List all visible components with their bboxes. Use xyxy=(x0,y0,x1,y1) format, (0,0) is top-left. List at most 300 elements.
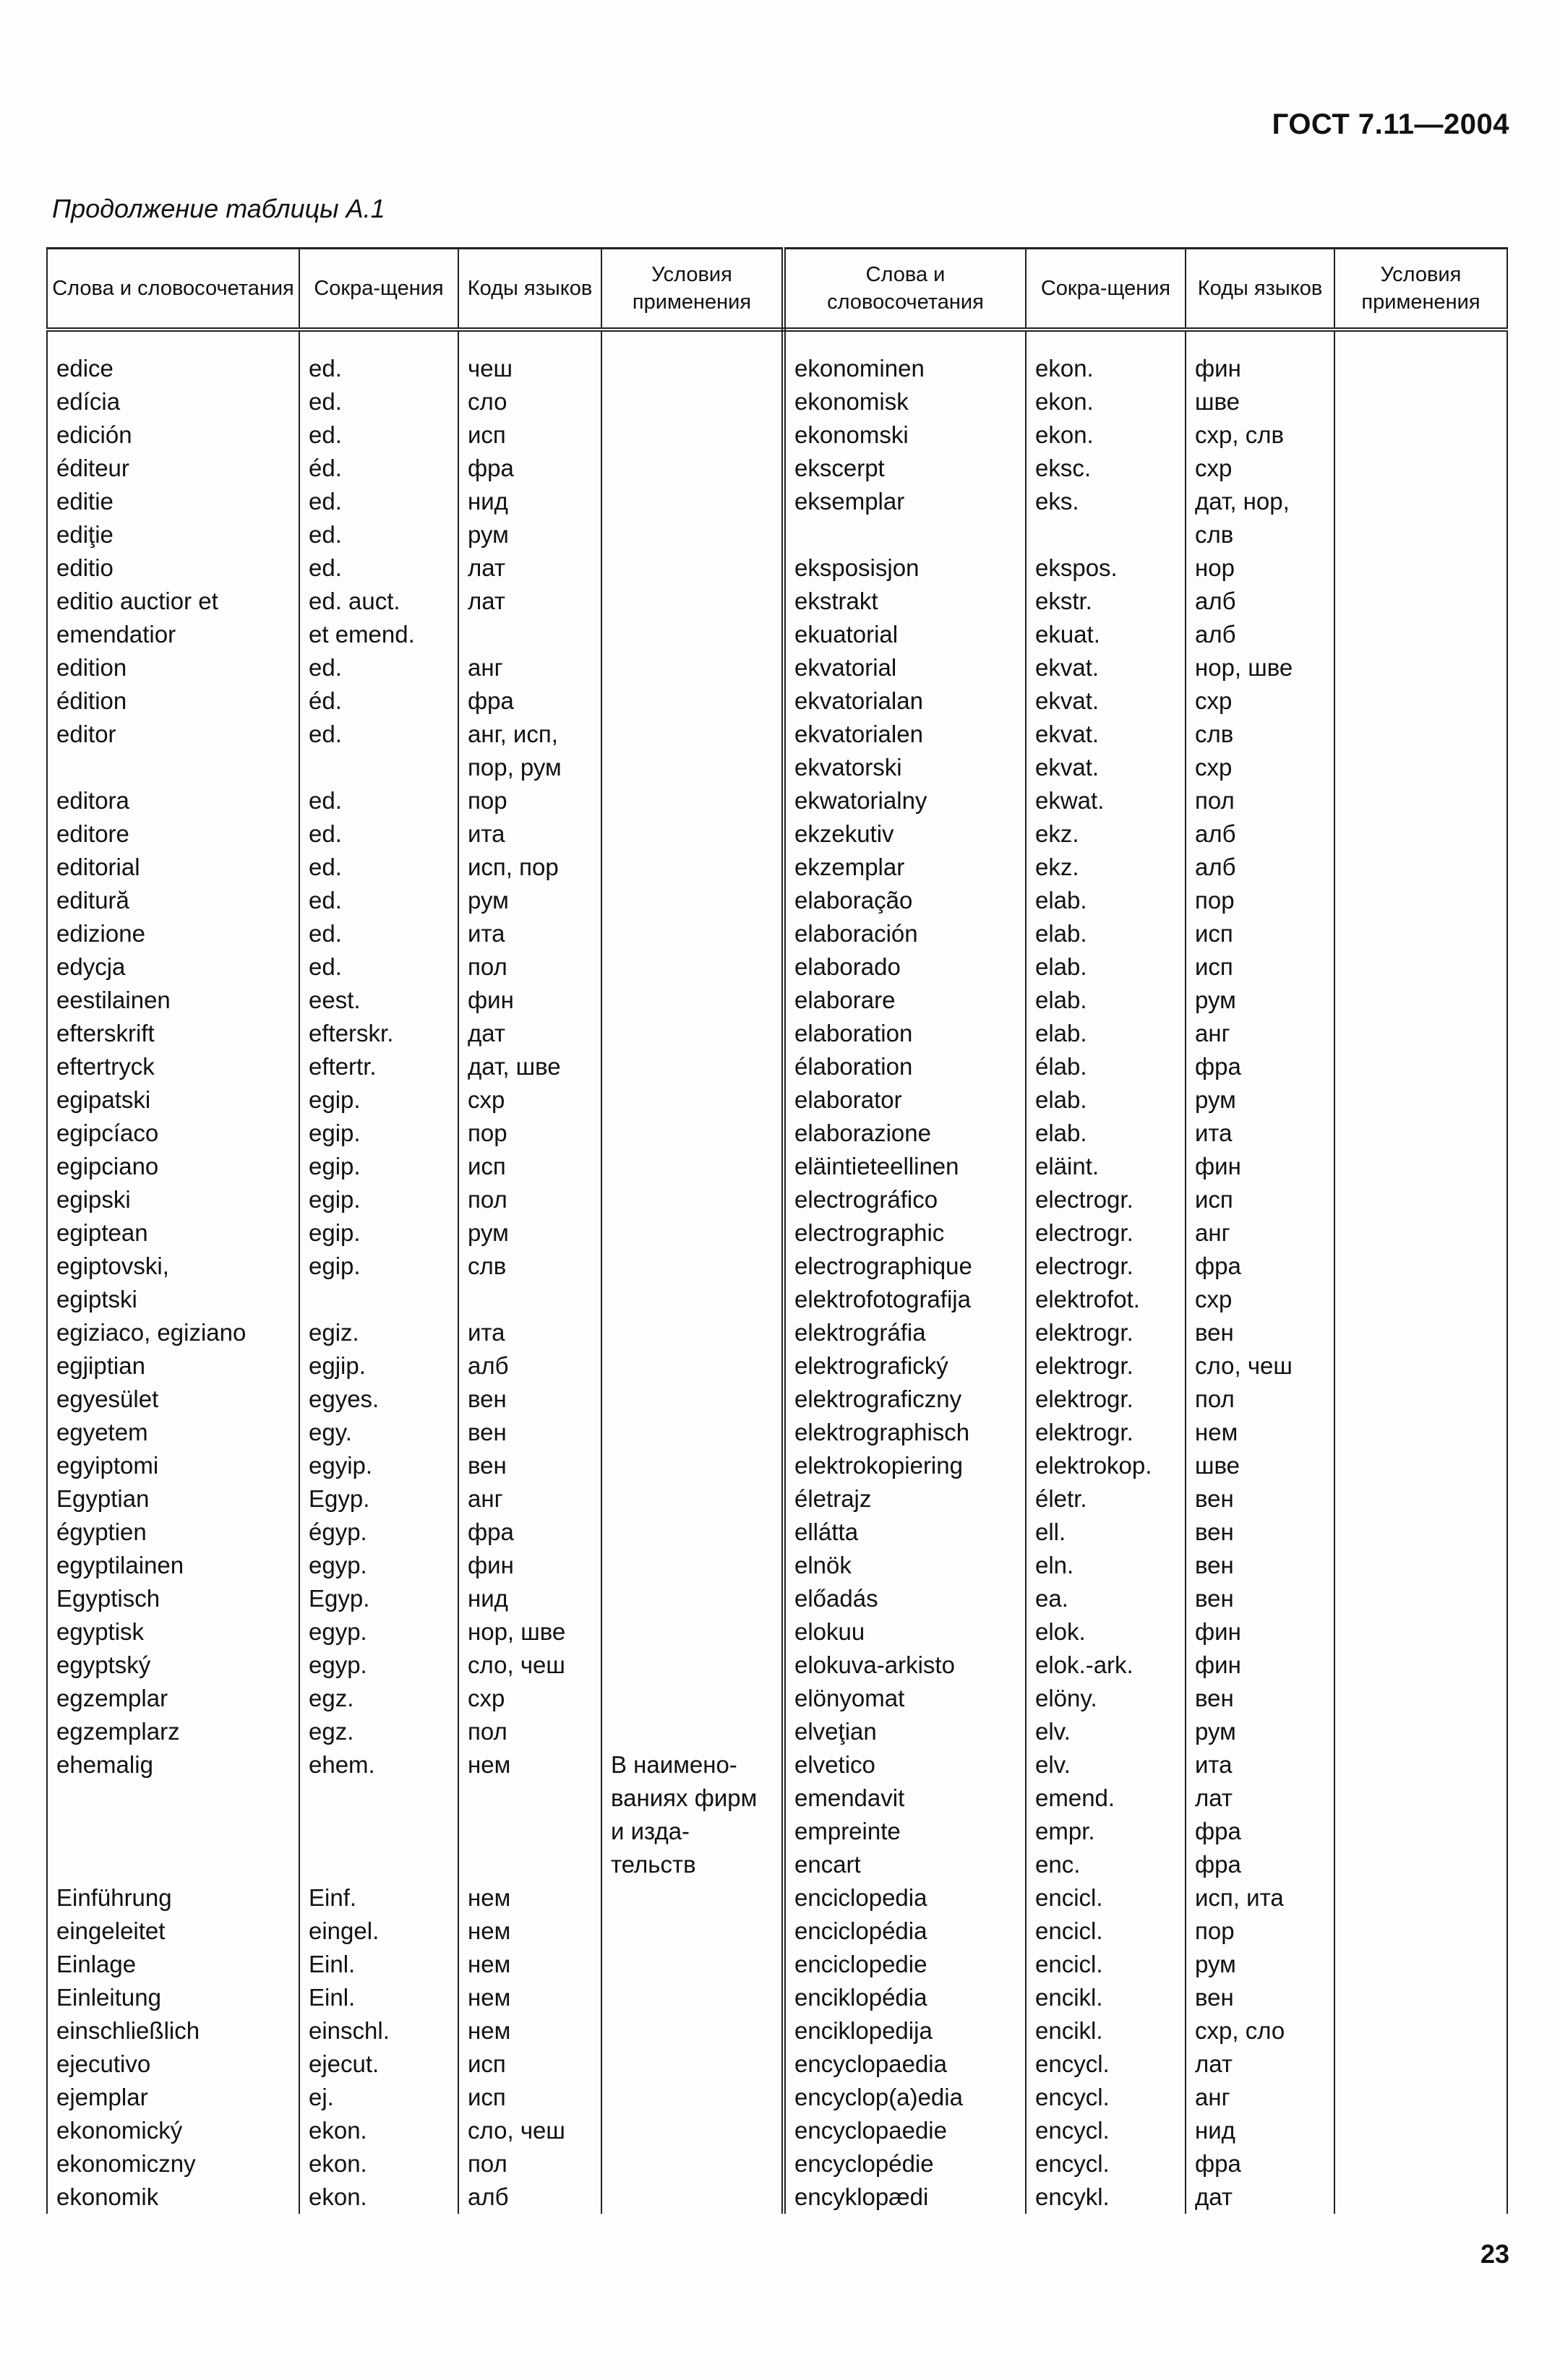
cell-abbr-left: egyp. xyxy=(299,1649,458,1682)
cell-word-right: encart xyxy=(784,1848,1026,1881)
cell-word-left: egzemplar xyxy=(47,1682,299,1715)
cell-lang-codes-left: исп xyxy=(458,2081,601,2114)
cell-lang-codes-right: фин xyxy=(1186,1615,1334,1649)
cell-word-right: encyclopaedie xyxy=(784,2114,1026,2147)
cell-word-left: editură xyxy=(47,884,299,917)
table-row xyxy=(47,2048,1507,2081)
cell-conditions-right xyxy=(1334,2147,1507,2181)
cell-abbr-left: ed. xyxy=(299,485,458,518)
table-row xyxy=(47,418,1507,452)
cell-abbr-left: einschl. xyxy=(299,2014,458,2048)
cell-conditions-right xyxy=(1334,1383,1507,1416)
cell-lang-codes-right: анг xyxy=(1186,2081,1334,2114)
cell-abbr-right: eläint. xyxy=(1026,1150,1186,1183)
cell-word-right: enciclopédia xyxy=(784,1915,1026,1948)
cell-word-left: efterskrift xyxy=(47,1017,299,1050)
cell-abbr-right: elok.-ark. xyxy=(1026,1649,1186,1682)
cell-lang-codes-left: нем xyxy=(458,1948,601,1981)
cell-abbr-right: eksc. xyxy=(1026,452,1186,485)
cell-abbr-right: encycl. xyxy=(1026,2114,1186,2147)
table-row xyxy=(47,518,1507,551)
cell-abbr-left xyxy=(299,1782,458,1815)
cell-conditions-right xyxy=(1334,984,1507,1017)
cell-conditions-right xyxy=(1334,1183,1507,1216)
cell-lang-codes-right: вен xyxy=(1186,1981,1334,2014)
cell-word-right: ekonomisk xyxy=(784,385,1026,418)
table-row xyxy=(47,851,1507,884)
cell-lang-codes-left: нид xyxy=(458,485,601,518)
cell-lang-codes-left: чеш xyxy=(458,352,601,385)
cell-abbr-left xyxy=(299,1848,458,1881)
cell-word-left: edycja xyxy=(47,950,299,984)
cell-conditions-left xyxy=(601,1948,784,1981)
cell-lang-codes-left xyxy=(458,1848,601,1881)
cell-conditions-right xyxy=(1334,518,1507,551)
cell-word-right: ekstrakt xyxy=(784,585,1026,618)
cell-conditions-right xyxy=(1334,1150,1507,1183)
cell-conditions-left xyxy=(601,1316,784,1349)
cell-abbr-right: ekz. xyxy=(1026,851,1186,884)
cell-word-left: editio auctior et xyxy=(47,585,299,618)
cell-word-left: editora xyxy=(47,784,299,817)
table-row xyxy=(47,1981,1507,2014)
cell-conditions-right xyxy=(1334,452,1507,485)
cell-word-right: ekzekutiv xyxy=(784,817,1026,851)
cell-word-right: élaboration xyxy=(784,1050,1026,1083)
table-row xyxy=(47,1316,1507,1349)
cell-lang-codes-left: нид xyxy=(458,1582,601,1615)
table-row xyxy=(47,618,1507,651)
cell-lang-codes-left: лат xyxy=(458,551,601,585)
table-row xyxy=(47,1549,1507,1582)
cell-conditions-left xyxy=(601,851,784,884)
cell-lang-codes-left: нем xyxy=(458,2014,601,2048)
cell-lang-codes-left xyxy=(458,618,601,651)
cell-word-left xyxy=(47,1848,299,1881)
cell-word-right: eksposisjon xyxy=(784,551,1026,585)
table-row xyxy=(47,1482,1507,1516)
cell-word-right: ekzemplar xyxy=(784,851,1026,884)
cell-word-left: ejecutivo xyxy=(47,2048,299,2081)
header-abbr-right: Сокра-щения xyxy=(1026,249,1186,330)
cell-word-right: electrographic xyxy=(784,1216,1026,1250)
cell-lang-codes-left xyxy=(458,1815,601,1848)
cell-abbr-right: eks. xyxy=(1026,485,1186,518)
cell-lang-codes-right: пор xyxy=(1186,1915,1334,1948)
table-row xyxy=(47,385,1507,418)
cell-lang-codes-right: алб xyxy=(1186,817,1334,851)
cell-word-left: eestilainen xyxy=(47,984,299,1017)
header-abbr-left: Сокра-щения xyxy=(299,249,458,330)
cell-word-left: egipcíaco xyxy=(47,1117,299,1150)
cell-lang-codes-left: пол xyxy=(458,950,601,984)
cell-conditions-left xyxy=(601,585,784,618)
cell-word-right: eksemplar xyxy=(784,485,1026,518)
cell-conditions-right xyxy=(1334,1283,1507,1316)
cell-lang-codes-left: фра xyxy=(458,1516,601,1549)
cell-lang-codes-right: нор, шве xyxy=(1186,651,1334,684)
cell-word-right: elaboración xyxy=(784,917,1026,950)
cell-conditions-left xyxy=(601,551,784,585)
cell-abbr-left: egjip. xyxy=(299,1349,458,1383)
table-row xyxy=(47,1516,1507,1549)
cell-abbr-left: egz. xyxy=(299,1715,458,1748)
cell-abbr-right: electrogr. xyxy=(1026,1216,1186,1250)
cell-conditions-left xyxy=(601,2147,784,2181)
cell-word-right: elektrographisch xyxy=(784,1416,1026,1449)
cell-lang-codes-right: нид xyxy=(1186,2114,1334,2147)
cell-conditions-right xyxy=(1334,1848,1507,1881)
cell-word-left: égyptien xyxy=(47,1516,299,1549)
cell-lang-codes-right: схр xyxy=(1186,684,1334,718)
cell-abbr-right: encikl. xyxy=(1026,2014,1186,2048)
cell-word-left xyxy=(47,1815,299,1848)
table-row xyxy=(47,1183,1507,1216)
cell-abbr-right: elektrogr. xyxy=(1026,1383,1186,1416)
cell-word-right: enciklopédia xyxy=(784,1981,1026,2014)
cell-abbr-right: ekstr. xyxy=(1026,585,1186,618)
cell-word-left: Egyptian xyxy=(47,1482,299,1516)
cell-lang-codes-left: пор, рум xyxy=(458,751,601,784)
cell-abbr-right: ekspos. xyxy=(1026,551,1186,585)
cell-word-right: előadás xyxy=(784,1582,1026,1615)
table-row xyxy=(47,1117,1507,1150)
cell-lang-codes-left: исп, пор xyxy=(458,851,601,884)
cell-word-left: Einlage xyxy=(47,1948,299,1981)
table-row xyxy=(47,1216,1507,1250)
cell-conditions-left xyxy=(601,651,784,684)
table-row xyxy=(47,751,1507,784)
cell-conditions-right xyxy=(1334,1349,1507,1383)
cell-conditions-right xyxy=(1334,917,1507,950)
cell-abbr-right: ell. xyxy=(1026,1516,1186,1549)
cell-word-right: elaboration xyxy=(784,1017,1026,1050)
cell-word-right: ekscerpt xyxy=(784,452,1026,485)
cell-lang-codes-left: анг, исп, xyxy=(458,718,601,751)
cell-abbr-right: ekon. xyxy=(1026,352,1186,385)
cell-abbr-right: ekvat. xyxy=(1026,651,1186,684)
table-row xyxy=(47,950,1507,984)
cell-word-left: edición xyxy=(47,418,299,452)
cell-lang-codes-left: вен xyxy=(458,1449,601,1482)
cell-lang-codes-right: анг xyxy=(1186,1017,1334,1050)
cell-conditions-right xyxy=(1334,784,1507,817)
cell-word-right: ekvatorski xyxy=(784,751,1026,784)
table-row xyxy=(47,984,1507,1017)
cell-word-right xyxy=(784,518,1026,551)
cell-word-right: elaborazione xyxy=(784,1117,1026,1150)
cell-conditions-right xyxy=(1334,2081,1507,2114)
cell-abbr-left: Einl. xyxy=(299,1981,458,2014)
cell-lang-codes-left: пол xyxy=(458,1183,601,1216)
table-row xyxy=(47,1848,1507,1881)
cell-word-left: ehemalig xyxy=(47,1748,299,1782)
cell-conditions-left xyxy=(601,2181,784,2214)
cell-lang-codes-right: рум xyxy=(1186,1715,1334,1748)
cell-word-left: editio xyxy=(47,551,299,585)
cell-lang-codes-left: пор xyxy=(458,784,601,817)
cell-conditions-left: и изда- xyxy=(601,1815,784,1848)
cell-word-left: eingeleitet xyxy=(47,1915,299,1948)
cell-word-left: egiptski xyxy=(47,1283,299,1316)
cell-abbr-right: elöny. xyxy=(1026,1682,1186,1715)
cell-lang-codes-left: нем xyxy=(458,1915,601,1948)
cell-conditions-right xyxy=(1334,1782,1507,1815)
cell-lang-codes-right: вен xyxy=(1186,1682,1334,1715)
cell-abbr-left: egyes. xyxy=(299,1383,458,1416)
cell-abbr-right: ekwat. xyxy=(1026,784,1186,817)
cell-conditions-left xyxy=(601,1915,784,1948)
cell-word-left: edice xyxy=(47,352,299,385)
table-row xyxy=(47,1881,1507,1915)
cell-lang-codes-left: нем xyxy=(458,1881,601,1915)
cell-lang-codes-left: вен xyxy=(458,1383,601,1416)
cell-word-right: encyklopædi xyxy=(784,2181,1026,2214)
cell-word-right: enciclopedia xyxy=(784,1881,1026,1915)
cell-abbr-left: egip. xyxy=(299,1083,458,1117)
cell-abbr-left: egip. xyxy=(299,1183,458,1216)
cell-conditions-right xyxy=(1334,1416,1507,1449)
cell-conditions-right xyxy=(1334,1715,1507,1748)
cell-lang-codes-left: пор xyxy=(458,1117,601,1150)
cell-word-left: Egyptisch xyxy=(47,1582,299,1615)
cell-abbr-left: egiz. xyxy=(299,1316,458,1349)
cell-lang-codes-left: лат xyxy=(458,585,601,618)
cell-conditions-right xyxy=(1334,1748,1507,1782)
cell-word-left: ejemplar xyxy=(47,2081,299,2114)
cell-conditions-right xyxy=(1334,1881,1507,1915)
table-row xyxy=(47,884,1507,917)
cell-conditions-left xyxy=(601,1549,784,1582)
cell-conditions-right xyxy=(1334,1649,1507,1682)
header-conditions-left: Условия применения xyxy=(601,249,784,330)
cell-abbr-right: encicl. xyxy=(1026,1915,1186,1948)
table-row xyxy=(47,352,1507,385)
cell-word-right: ekuatorial xyxy=(784,618,1026,651)
cell-word-left: egyptisk xyxy=(47,1615,299,1649)
cell-abbr-left: egyp. xyxy=(299,1615,458,1649)
cell-conditions-left xyxy=(601,1183,784,1216)
cell-abbr-right: encykl. xyxy=(1026,2181,1186,2214)
cell-abbr-right: empr. xyxy=(1026,1815,1186,1848)
cell-lang-codes-right: схр, слв xyxy=(1186,418,1334,452)
cell-lang-codes-right: фин xyxy=(1186,1150,1334,1183)
table-row xyxy=(47,1682,1507,1715)
cell-conditions-left xyxy=(601,1216,784,1250)
cell-abbr-right: elv. xyxy=(1026,1715,1186,1748)
cell-conditions-right xyxy=(1334,1516,1507,1549)
cell-conditions-right xyxy=(1334,1050,1507,1083)
cell-conditions-left xyxy=(601,1083,784,1117)
cell-abbr-left: ej. xyxy=(299,2081,458,2114)
cell-word-right: életrajz xyxy=(784,1482,1026,1516)
cell-word-left: egipciano xyxy=(47,1150,299,1183)
cell-conditions-right xyxy=(1334,1915,1507,1948)
cell-lang-codes-right: фра xyxy=(1186,1050,1334,1083)
cell-conditions-left xyxy=(601,917,784,950)
table-row xyxy=(47,551,1507,585)
cell-conditions-left xyxy=(601,751,784,784)
cell-abbr-left: eingel. xyxy=(299,1915,458,1948)
cell-conditions-left: тельств xyxy=(601,1848,784,1881)
cell-word-right: ekvatorial xyxy=(784,651,1026,684)
cell-word-left: edícia xyxy=(47,385,299,418)
cell-lang-codes-right: сло, чеш xyxy=(1186,1349,1334,1383)
cell-abbr-left: éd. xyxy=(299,684,458,718)
cell-abbr-right: elektrogr. xyxy=(1026,1316,1186,1349)
cell-lang-codes-left: нем xyxy=(458,1748,601,1782)
cell-abbr-left: egip. xyxy=(299,1250,458,1283)
cell-conditions-left: ваниях фирм xyxy=(601,1782,784,1815)
cell-abbr-right: emend. xyxy=(1026,1782,1186,1815)
cell-conditions-left xyxy=(601,2048,784,2081)
cell-lang-codes-left: дат, шве xyxy=(458,1050,601,1083)
table-row xyxy=(47,651,1507,684)
cell-lang-codes-right: рум xyxy=(1186,1948,1334,1981)
cell-abbr-left: ed. xyxy=(299,352,458,385)
cell-word-left: edition xyxy=(47,651,299,684)
cell-conditions-right xyxy=(1334,1216,1507,1250)
cell-conditions-left: В наимено- xyxy=(601,1748,784,1782)
cell-abbr-left: ed. xyxy=(299,851,458,884)
cell-word-right: ekvatorialen xyxy=(784,718,1026,751)
cell-conditions-right xyxy=(1334,1482,1507,1516)
cell-conditions-left xyxy=(601,1349,784,1383)
table-row xyxy=(47,1349,1507,1383)
cell-abbr-left: éd. xyxy=(299,452,458,485)
cell-abbr-right: eln. xyxy=(1026,1549,1186,1582)
cell-lang-codes-left: алб xyxy=(458,1349,601,1383)
cell-conditions-left xyxy=(601,1150,784,1183)
cell-conditions-left xyxy=(601,1715,784,1748)
cell-conditions-right xyxy=(1334,718,1507,751)
table-row xyxy=(47,2014,1507,2048)
cell-lang-codes-right: ита xyxy=(1186,1748,1334,1782)
cell-conditions-left xyxy=(601,518,784,551)
cell-lang-codes-left: исп xyxy=(458,418,601,452)
cell-word-left: ekonomik xyxy=(47,2181,299,2214)
table-row xyxy=(47,452,1507,485)
cell-lang-codes-left: ита xyxy=(458,917,601,950)
cell-word-left: editorial xyxy=(47,851,299,884)
cell-lang-codes-left: схр xyxy=(458,1682,601,1715)
cell-lang-codes-left: алб xyxy=(458,2181,601,2214)
cell-conditions-right xyxy=(1334,385,1507,418)
cell-word-left xyxy=(47,1782,299,1815)
cell-conditions-right xyxy=(1334,585,1507,618)
cell-abbr-left: ed. xyxy=(299,817,458,851)
cell-conditions-left xyxy=(601,718,784,751)
cell-abbr-left: egz. xyxy=(299,1682,458,1715)
cell-abbr-right: elektrogr. xyxy=(1026,1349,1186,1383)
cell-lang-codes-left: сло xyxy=(458,385,601,418)
cell-conditions-left xyxy=(601,385,784,418)
cell-word-left: editore xyxy=(47,817,299,851)
cell-word-right: ekonominen xyxy=(784,352,1026,385)
cell-abbr-left: eest. xyxy=(299,984,458,1017)
cell-word-left: ediţie xyxy=(47,518,299,551)
cell-lang-codes-right: шве xyxy=(1186,1449,1334,1482)
cell-lang-codes-right: нем xyxy=(1186,1416,1334,1449)
cell-abbr-left: egy. xyxy=(299,1416,458,1449)
cell-lang-codes-left xyxy=(458,1782,601,1815)
cell-conditions-left xyxy=(601,1615,784,1649)
page-number: 23 xyxy=(1480,2239,1509,2269)
cell-conditions-right xyxy=(1334,1316,1507,1349)
cell-word-left: egipski xyxy=(47,1183,299,1216)
cell-lang-codes-right: слв xyxy=(1186,718,1334,751)
table-row xyxy=(47,1782,1507,1815)
cell-abbr-left: ed. xyxy=(299,950,458,984)
cell-conditions-left xyxy=(601,485,784,518)
table-row xyxy=(47,1449,1507,1482)
table-row xyxy=(47,1250,1507,1283)
cell-lang-codes-right: алб xyxy=(1186,618,1334,651)
cell-abbr-right: ekon. xyxy=(1026,418,1186,452)
cell-conditions-left xyxy=(601,884,784,917)
cell-abbr-left: egip. xyxy=(299,1117,458,1150)
cell-conditions-right xyxy=(1334,618,1507,651)
cell-conditions-left xyxy=(601,817,784,851)
table-row xyxy=(47,1948,1507,1981)
cell-abbr-left: Einl. xyxy=(299,1948,458,1981)
cell-word-right: ekonomski xyxy=(784,418,1026,452)
cell-conditions-right xyxy=(1334,1615,1507,1649)
cell-word-right: emendavit xyxy=(784,1782,1026,1815)
cell-conditions-right xyxy=(1334,1250,1507,1283)
cell-lang-codes-right: дат, нор, xyxy=(1186,485,1334,518)
cell-conditions-right xyxy=(1334,817,1507,851)
cell-word-right: elaborare xyxy=(784,984,1026,1017)
cell-conditions-left xyxy=(601,684,784,718)
cell-abbr-right: elektrofot. xyxy=(1026,1283,1186,1316)
cell-abbr-left: ed. auct. xyxy=(299,585,458,618)
cell-abbr-right: ekvat. xyxy=(1026,751,1186,784)
cell-word-left: egipatski xyxy=(47,1083,299,1117)
cell-abbr-right: elab. xyxy=(1026,917,1186,950)
cell-abbr-left: ejecut. xyxy=(299,2048,458,2081)
cell-word-right: ekvatorialan xyxy=(784,684,1026,718)
cell-abbr-right: elektrokop. xyxy=(1026,1449,1186,1482)
cell-abbr-right: elektrogr. xyxy=(1026,1416,1186,1449)
cell-conditions-left xyxy=(601,1482,784,1516)
cell-conditions-right xyxy=(1334,551,1507,585)
cell-lang-codes-right: лат xyxy=(1186,1782,1334,1815)
cell-lang-codes-left: фин xyxy=(458,984,601,1017)
cell-conditions-left xyxy=(601,1981,784,2014)
cell-abbr-left: egip. xyxy=(299,1150,458,1183)
cell-lang-codes-left: слв xyxy=(458,1250,601,1283)
cell-conditions-left xyxy=(601,1682,784,1715)
table-caption: Продолжение таблицы А.1 xyxy=(52,194,385,223)
table-row xyxy=(47,2114,1507,2147)
header-words-right: Слова и словосочетания xyxy=(784,249,1026,330)
cell-word-left: editie xyxy=(47,485,299,518)
cell-lang-codes-right: исп xyxy=(1186,917,1334,950)
cell-word-right: enciclopedie xyxy=(784,1948,1026,1981)
cell-conditions-right xyxy=(1334,485,1507,518)
cell-abbr-left: egyp. xyxy=(299,1549,458,1582)
cell-word-left: édition xyxy=(47,684,299,718)
cell-word-right: elektrofotografija xyxy=(784,1283,1026,1316)
table-row xyxy=(47,718,1507,751)
cell-lang-codes-right: рум xyxy=(1186,1083,1334,1117)
cell-word-left: egiptovski, xyxy=(47,1250,299,1283)
cell-lang-codes-right: исп xyxy=(1186,1183,1334,1216)
cell-abbr-right: ea. xyxy=(1026,1582,1186,1615)
cell-abbr-right: elab. xyxy=(1026,984,1186,1017)
cell-word-left: éditeur xyxy=(47,452,299,485)
